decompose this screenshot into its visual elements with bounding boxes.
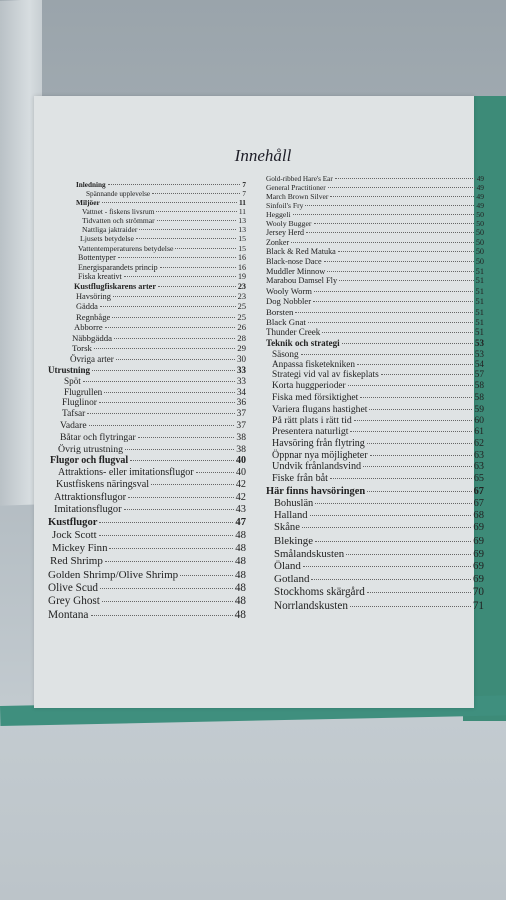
toc-entry-page: 48 (235, 568, 246, 581)
toc-entry-label: Undvik frånlandsvind (272, 461, 362, 473)
toc-leader-dots (114, 338, 235, 339)
toc-leader-dots (89, 425, 235, 426)
toc-left-column (48, 182, 246, 624)
toc-leader-dots (308, 322, 473, 323)
toc-leader-dots (124, 509, 234, 510)
toc-entry-label: Spännande upplevelse (86, 189, 151, 198)
toc-entry-page: 13 (238, 216, 246, 226)
toc-leader-dots (367, 443, 472, 444)
toc-entry-label: Bohuslän (274, 497, 314, 509)
toc-entry (266, 487, 484, 499)
toc-leader-dots (350, 606, 471, 607)
toc-leader-dots (354, 420, 472, 421)
toc-leader-dots (102, 601, 233, 602)
toc-entry-page: 53 (475, 337, 484, 348)
toc-entry (48, 583, 246, 596)
toc-entry-label: Marabou Damsel Fly (266, 276, 338, 286)
toc-entry-label: Kustflugfiskarens arter (74, 282, 156, 292)
toc-entry-label: Heggeli (266, 210, 291, 220)
toc-leader-dots (100, 306, 236, 307)
toc-entry-label: Strategi vid val av fiskeplats (272, 370, 379, 381)
toc-leader-dots (370, 455, 472, 456)
toc-entry-label: Öppnar nya möjligheter (272, 449, 368, 461)
toc-entry-label: Havsöring (76, 291, 111, 301)
toc-leader-dots (339, 280, 473, 281)
toc-entry-page: 48 (234, 581, 246, 594)
toc-entry-label: Korta huggperioder (272, 381, 346, 392)
toc-entry-page: 49 (476, 183, 484, 193)
toc-entry-label: Övrig utrustning (58, 443, 124, 455)
toc-entry-label: Öland (274, 560, 301, 573)
toc-entry (266, 439, 484, 451)
toc-entry-page: 47 (235, 516, 246, 528)
toc-leader-dots (335, 178, 475, 179)
toc-entry-page: 34 (236, 386, 246, 397)
toc-leader-dots (313, 301, 473, 302)
toc-entry (48, 433, 246, 445)
toc-entry-page: 7 (242, 181, 246, 189)
toc-entry (266, 474, 484, 486)
toc-leader-dots (291, 242, 474, 243)
toc-entry-label: Black-nose Dace (266, 256, 322, 266)
toc-entry (266, 297, 484, 307)
toc-entry-page: 48 (234, 608, 246, 621)
toc-entry-label: Tafsar (62, 409, 86, 420)
toc-entry-page: 48 (235, 529, 246, 542)
toc-entry-page: 25 (237, 312, 246, 323)
toc-entry-label: Halland (274, 510, 308, 521)
toc-entry-page: 51 (475, 306, 484, 317)
toc-entry-page: 48 (234, 595, 246, 608)
toc-entry-page: 70 (472, 586, 484, 599)
toc-leader-dots (175, 248, 236, 249)
toc-entry-page: 16 (238, 253, 246, 263)
toc-entry-label: Variera flugans hastighet (272, 403, 368, 415)
toc-entry-page: 51 (475, 296, 484, 307)
toc-entry-page: 69 (473, 573, 484, 586)
toc-leader-dots (324, 261, 474, 262)
toc-entry-page: 13 (238, 225, 246, 235)
toc-entry-label: Stockhoms skärgård (274, 586, 365, 599)
toc-entry-page: 58 (474, 392, 484, 404)
toc-entry-page: 50 (476, 228, 484, 238)
toc-leader-dots (87, 413, 234, 414)
toc-entry-label: Vadare (60, 420, 87, 432)
toc-entry-label: March Brown Silver (266, 192, 329, 202)
toc-entry-label: Energisparandets princip (78, 262, 158, 272)
toc-leader-dots (357, 364, 473, 365)
toc-entry-page: 19 (238, 272, 246, 282)
toc-entry-page: 51 (475, 327, 484, 338)
toc-entry-label: Anpassa fisketekniken (272, 359, 355, 370)
toc-leader-dots (116, 359, 235, 360)
toc-entry-page: 33 (237, 364, 246, 375)
toc-entry-page: 60 (474, 414, 484, 426)
toc-entry-page: 50 (476, 237, 484, 247)
toc-leader-dots (360, 397, 472, 398)
toc-entry-label: Gädda (76, 302, 98, 312)
toc-entry-label: Näbbgädda (72, 332, 113, 343)
toc-entry-label: Gotland (274, 573, 310, 586)
toc-leader-dots (160, 267, 236, 268)
toc-leader-dots (315, 541, 471, 542)
toc-entry (266, 202, 484, 211)
toc-entry-label: Black & Red Matuka (266, 247, 336, 257)
toc-leader-dots (310, 515, 472, 516)
toc-entry-label: Attraktionsflugor (54, 491, 127, 503)
toc-leader-dots (305, 205, 474, 206)
toc-entry-label: Imitationsflugor (54, 504, 122, 516)
toc-entry-label: Smålandskusten (274, 547, 345, 560)
toc-entry-label: Jock Scott (52, 529, 97, 542)
toc-entry-label: Flugor och flugval (50, 455, 129, 467)
toc-entry-label: Regnbåge (76, 312, 111, 323)
toc-entry-label: Skåne (274, 522, 300, 534)
toc-leader-dots (91, 615, 233, 616)
toc-entry-page: 11 (239, 198, 246, 208)
toc-entry-page: 33 (236, 375, 246, 386)
toc-entry-label: Kustflugor (48, 516, 98, 528)
toc-entry-label: Utrustning (48, 364, 91, 375)
toc-entry-label: Borsten (266, 306, 294, 317)
toc-entry-page: 50 (476, 219, 484, 229)
toc-leader-dots (314, 291, 473, 292)
toc-leader-dots (118, 257, 236, 258)
toc-entry-page: 71 (472, 599, 484, 612)
toc-entry-label: Havsöring från flytring (272, 437, 365, 449)
toc-leader-dots (105, 561, 233, 562)
toc-entry-page: 25 (237, 302, 246, 312)
toc-leader-dots (99, 522, 233, 523)
toc-leader-dots (124, 276, 236, 277)
toc-leader-dots (342, 343, 473, 344)
toc-entry-page: 16 (238, 262, 246, 272)
toc-entry (48, 596, 246, 609)
toc-entry-page: 37 (236, 409, 246, 420)
toc-entry-label: Fiske från båt (272, 473, 329, 485)
toc-entry-label: Attraktions- eller imitationsflugor (58, 467, 194, 479)
toc-entry-page: 36 (236, 397, 246, 408)
toc-entry (266, 536, 484, 549)
toc-leader-dots (94, 348, 235, 349)
toc-entry-label: Vattentemperaturens betydelse (78, 243, 174, 253)
toc-leader-dots (303, 566, 471, 567)
toc-entry-page: 23 (237, 291, 246, 301)
toc-leader-dots (314, 223, 475, 224)
toc-entry-label: Spöt (64, 375, 81, 386)
toc-leader-dots (99, 402, 235, 403)
toc-entry-label: Montana (48, 608, 89, 621)
toc-leader-dots (330, 196, 474, 197)
toc-entry (266, 601, 484, 614)
toc-entry-label: Abborre (74, 322, 103, 333)
toc-leader-dots (104, 392, 235, 393)
toc-entry-page: 50 (475, 247, 484, 257)
toc-leader-dots (125, 449, 234, 450)
toc-leader-dots (138, 437, 235, 438)
toc-entry-page: 43 (235, 504, 246, 516)
toc-entry-label: Blekinge (274, 534, 313, 547)
toc-entry-page: 58 (474, 381, 484, 392)
toc-entry (266, 339, 484, 350)
toc-entry-page: 63 (473, 461, 484, 473)
toc-entry (48, 480, 246, 492)
toc-leader-dots (196, 472, 234, 473)
toc-entry-label: Miljöer (76, 198, 100, 208)
toc-entry-page: 51 (475, 266, 484, 276)
toc-leader-dots (363, 466, 472, 467)
toc-leader-dots (158, 286, 236, 287)
toc-entry (48, 610, 246, 624)
toc-entry-label: General Practitioner (266, 183, 326, 193)
toc-leader-dots (151, 484, 234, 485)
toc-entry-label: Teknik och strategi (266, 337, 340, 348)
toc-leader-dots (130, 460, 234, 461)
toc-entry-page: 48 (235, 542, 246, 555)
toc-leader-dots (348, 385, 473, 386)
toc-leader-dots (311, 579, 471, 580)
toc-entry (48, 505, 246, 518)
toc-entry-page: 48 (235, 555, 246, 568)
toc-leader-dots (295, 312, 473, 313)
toc-entry-page: 50 (476, 210, 484, 220)
toc-entry (266, 587, 484, 600)
toc-entry-label: Torsk (72, 343, 92, 354)
toc-entry-label: Olive Scud (48, 581, 99, 594)
toc-leader-dots (306, 232, 474, 233)
toc-entry-label: Båtar och flytringar (60, 432, 136, 444)
toc-entry-page: 38 (236, 443, 246, 455)
toc-entry-label: Bottentyper (78, 253, 116, 263)
toc-leader-dots (109, 548, 233, 549)
toc-entry (266, 393, 484, 404)
toc-leader-dots (128, 497, 233, 498)
toc-entry-page: 23 (237, 282, 246, 292)
toc-entry (48, 570, 246, 583)
toc-leader-dots (105, 327, 236, 328)
toc-entry-label: Dog Nobbler (266, 296, 312, 307)
toc-leader-dots (322, 332, 473, 333)
toc-entry-page: 57 (474, 370, 484, 381)
toc-entry-page: 38 (236, 432, 246, 444)
toc-entry-page: 59 (474, 403, 484, 415)
toc-entry-label: Säsong (272, 348, 299, 359)
toc-entry-page: 54 (474, 359, 484, 370)
toc-entry-page: 42 (235, 479, 246, 491)
toc-entry-label: Jersey Herd (266, 228, 304, 238)
toc-leader-dots (315, 503, 471, 504)
toc-entry-page: 40 (236, 455, 246, 467)
toc-entry-label: Tidvatten och strömmar (82, 216, 155, 226)
toc-entry-label: Fluglinor (62, 397, 97, 408)
toc-entry-label: Kustfiskens näringsval (56, 479, 150, 491)
toc-leader-dots (102, 202, 237, 203)
toc-entry-page: 62 (474, 437, 484, 449)
toc-entry-label: Inledning (76, 181, 106, 189)
toc-entry-page: 69 (473, 547, 484, 560)
toc-entry-page: 61 (474, 426, 484, 438)
toc-entry-page: 68 (473, 510, 484, 521)
toc-leader-dots (350, 431, 472, 432)
page-title: Innehåll (234, 146, 292, 165)
toc-entry-label: Wooly Worm (266, 286, 312, 297)
toc-leader-dots (346, 554, 471, 555)
toc-leader-dots (100, 588, 233, 589)
toc-entry-page: 29 (237, 343, 246, 354)
toc-entry-page: 28 (237, 332, 246, 343)
toc-entry-page: 30 (237, 354, 246, 365)
toc-leader-dots (99, 535, 234, 536)
toc-entry-label: Grey Ghost (48, 595, 100, 608)
toc-entry-page: 15 (238, 234, 246, 244)
toc-entry-label: Presentera naturligt (272, 426, 349, 438)
toc-entry-page: 40 (236, 467, 246, 479)
toc-entry-page: 67 (473, 497, 484, 509)
toc-entry-page: 51 (475, 276, 484, 286)
toc-entry-page: 67 (473, 485, 484, 497)
toc-leader-dots (367, 592, 471, 593)
toc-entry-page: 51 (475, 286, 484, 297)
toc-right-column (266, 176, 484, 614)
toc-entry-page: 51 (475, 316, 484, 327)
toc-leader-dots (113, 296, 236, 297)
toc-leader-dots (112, 317, 235, 318)
toc-entry-label: Fiska med försiktighet (272, 392, 359, 404)
toc-leader-dots (136, 238, 236, 239)
toc-entry-label: Black Gnat (266, 316, 306, 327)
toc-entry-page: 53 (474, 348, 484, 359)
toc-entry-label: Fiska kreativt (78, 272, 122, 282)
toc-leader-dots (108, 184, 241, 185)
toc-entry (48, 217, 246, 226)
toc-leader-dots (83, 381, 235, 382)
toc-entry-label: Vattnet - fiskens livsrum (82, 207, 155, 217)
toc-entry-label: Red Shrimp (50, 555, 103, 568)
toc-entry-label: Muddler Minnow (266, 266, 326, 276)
toc-entry-page: 42 (235, 491, 246, 503)
toc-leader-dots (180, 575, 233, 576)
toc-leader-dots (381, 374, 473, 375)
toc-leader-dots (301, 354, 473, 355)
toc-entry (48, 556, 246, 569)
toc-leader-dots (139, 229, 236, 230)
toc-leader-dots (330, 478, 472, 479)
toc-entry-page: 69 (473, 522, 484, 534)
toc-entry-page: 37 (236, 420, 246, 432)
toc-entry-page: 50 (475, 256, 484, 266)
toc-entry-page: 49 (476, 192, 484, 202)
toc-entry-page: 26 (237, 322, 246, 333)
toc-entry-page: 69 (473, 534, 484, 547)
toc-entry-label: Ljusets betydelse (80, 234, 134, 244)
toc-leader-dots (369, 409, 472, 410)
toc-entry-label: Norrlandskusten (274, 599, 348, 612)
toc-leader-dots (293, 214, 475, 215)
toc-entry-label: På rätt plats i rätt tid (272, 414, 352, 426)
toc-entry-label: Mickey Finn (52, 542, 108, 555)
toc-entry-label: Nattliga jaktraider (82, 225, 138, 235)
toc-entry-label: Sinfoil's Fry (266, 201, 304, 211)
toc-entry (48, 226, 246, 235)
toc-entry-label: Thunder Creek (266, 327, 321, 338)
toc-leader-dots (92, 370, 235, 371)
toc-entry-page: 15 (238, 243, 246, 253)
toc-entry-label: Gold-ribbed Hare's Ear (266, 175, 333, 183)
toc-entry-label: Golden Shrimp/Olive Shrimp (48, 568, 179, 581)
toc-entry (266, 229, 484, 238)
toc-entry-page: 7 (242, 189, 246, 198)
toc-entry-label: Övriga arter (70, 354, 114, 365)
toc-leader-dots (152, 193, 240, 194)
toc-leader-dots (338, 251, 474, 252)
toc-entry-page: 65 (473, 473, 484, 485)
toc-entry-label: Zonker (266, 237, 290, 247)
toc-entry-label: Här finns havsöringen (266, 485, 366, 497)
toc-leader-dots (302, 527, 472, 528)
toc-entry-page: 49 (476, 175, 484, 183)
toc-leader-dots (327, 271, 473, 272)
toc-entry-page: 49 (476, 201, 484, 211)
toc-entry-page: 11 (238, 207, 246, 217)
toc-leader-dots (157, 220, 237, 221)
toc-entry-label: Wooly Bugger (266, 219, 312, 229)
toc-leader-dots (367, 491, 471, 492)
toc-leader-dots (328, 187, 475, 188)
toc-entry-label: Flugrullen (64, 386, 103, 397)
toc-entry-page: 69 (473, 560, 484, 573)
toc-entry-page: 63 (474, 449, 484, 461)
toc-leader-dots (156, 211, 236, 212)
